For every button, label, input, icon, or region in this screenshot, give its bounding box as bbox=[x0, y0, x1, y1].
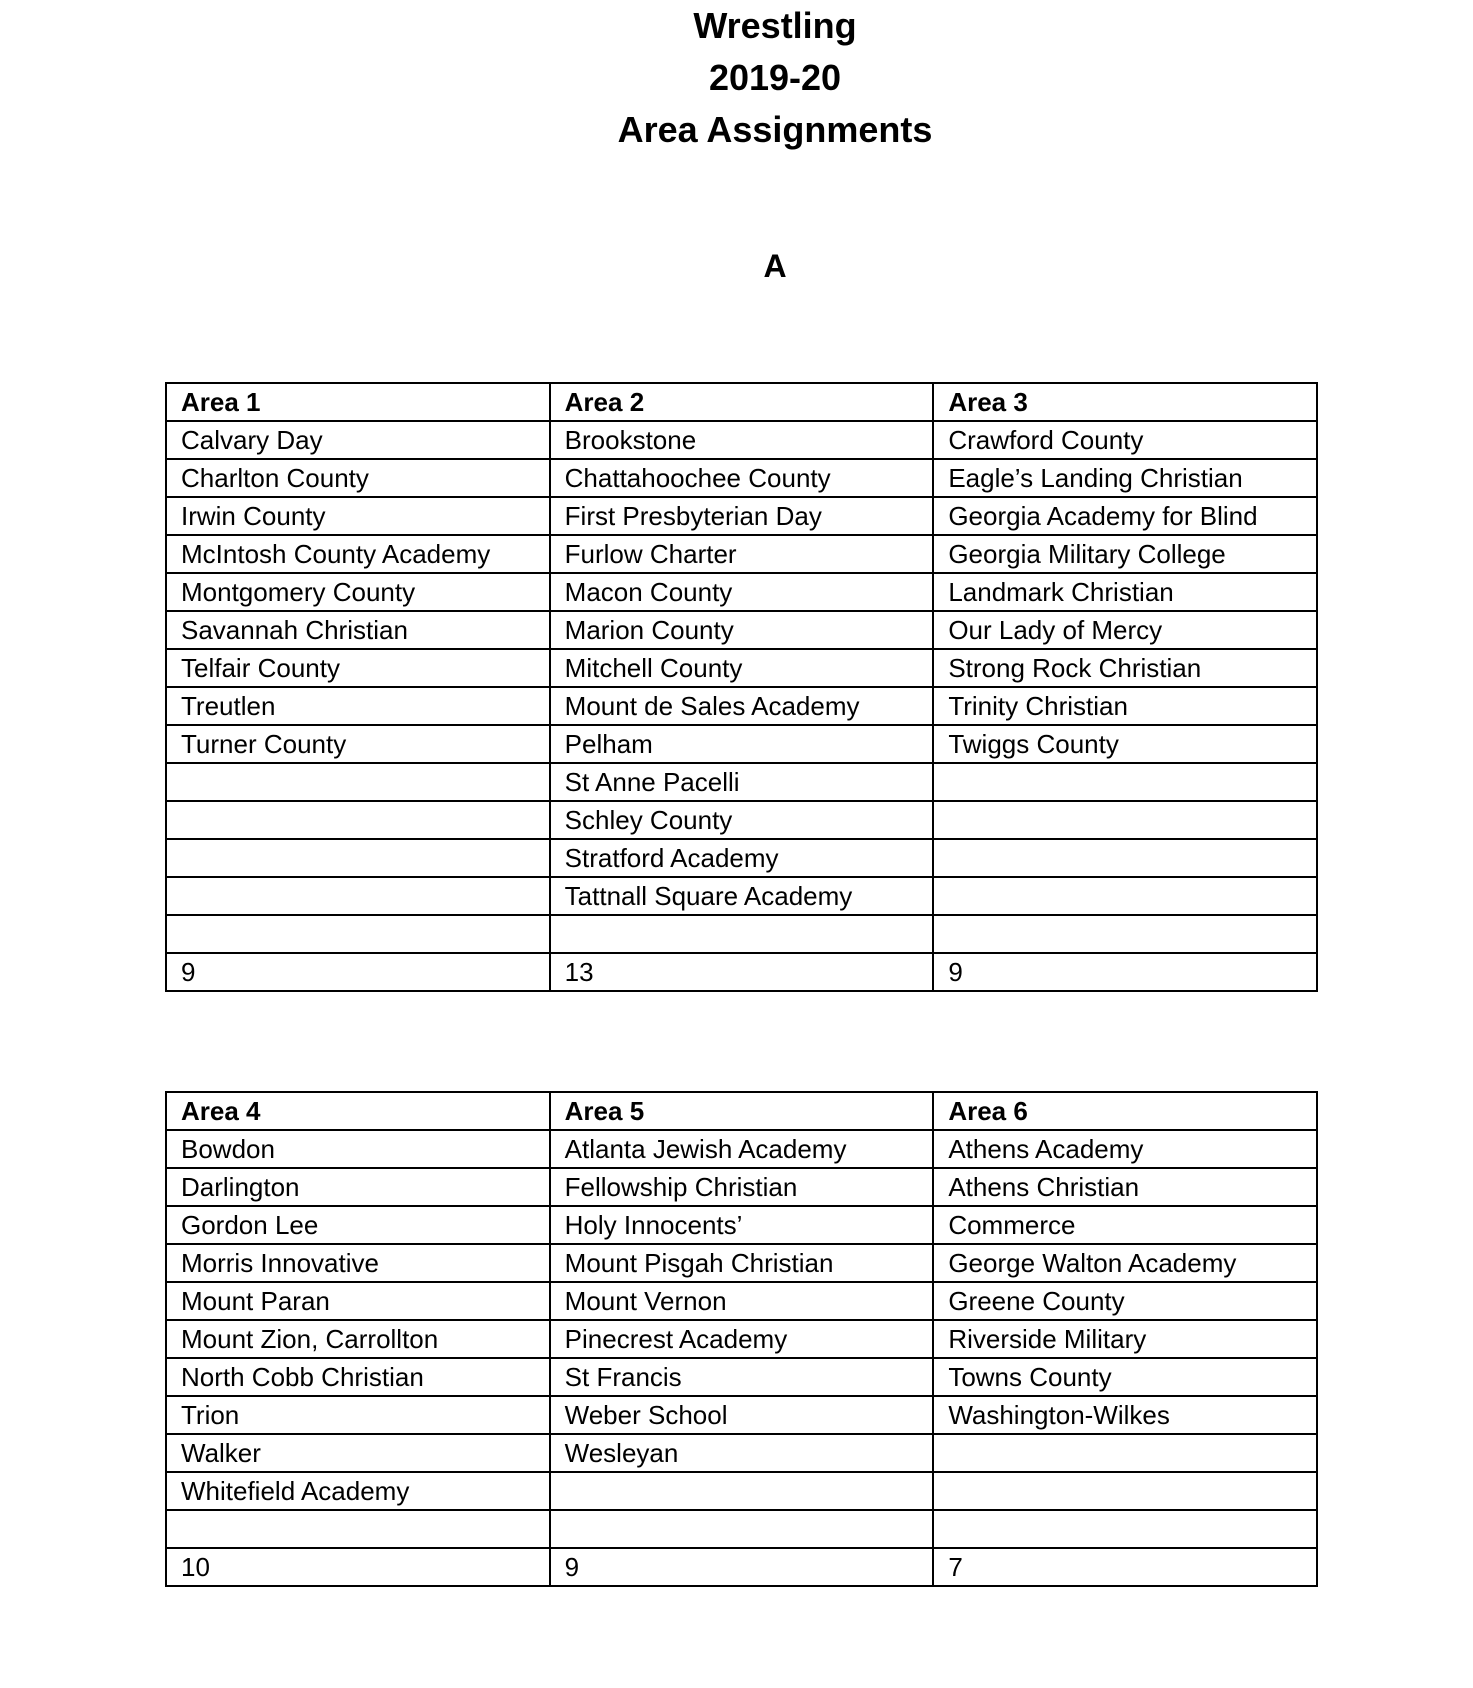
school-cell bbox=[933, 763, 1317, 801]
school-cell: Bowdon bbox=[166, 1130, 550, 1168]
table-row bbox=[166, 839, 1317, 877]
title-season: 2019-20 bbox=[708, 57, 842, 98]
table-row bbox=[166, 1168, 1317, 1206]
document-title bbox=[0, 0, 1473, 156]
school-cell: Mount Vernon bbox=[550, 1282, 934, 1320]
table-row bbox=[166, 1320, 1317, 1358]
school-cell bbox=[933, 839, 1317, 877]
school-cell bbox=[550, 1472, 934, 1510]
area-header: Area 4 bbox=[166, 1092, 550, 1130]
school-cell bbox=[933, 915, 1317, 953]
school-cell: Schley County bbox=[550, 801, 934, 839]
school-cell bbox=[933, 1510, 1317, 1548]
school-cell: Holy Innocents’ bbox=[550, 1206, 934, 1244]
table-row bbox=[166, 1358, 1317, 1396]
school-cell: Riverside Military bbox=[933, 1320, 1317, 1358]
totals-row bbox=[166, 1548, 1317, 1586]
school-cell: Eagle’s Landing Christian bbox=[933, 459, 1317, 497]
table-row bbox=[166, 725, 1317, 763]
area-header: Area 2 bbox=[550, 383, 934, 421]
table-row bbox=[166, 1510, 1317, 1548]
table-row bbox=[166, 497, 1317, 535]
table-row bbox=[166, 1396, 1317, 1434]
school-cell bbox=[166, 1510, 550, 1548]
school-cell: Montgomery County bbox=[166, 573, 550, 611]
classification-label: A bbox=[763, 248, 787, 284]
school-cell: Mount Paran bbox=[166, 1282, 550, 1320]
table-row bbox=[166, 877, 1317, 915]
school-cell: St Francis bbox=[550, 1358, 934, 1396]
school-cell: Fellowship Christian bbox=[550, 1168, 934, 1206]
school-cell: First Presbyterian Day bbox=[550, 497, 934, 535]
school-cell bbox=[933, 801, 1317, 839]
table-row bbox=[166, 1434, 1317, 1472]
school-count: 10 bbox=[166, 1548, 550, 1586]
school-cell: Calvary Day bbox=[166, 421, 550, 459]
school-cell: Whitefield Academy bbox=[166, 1472, 550, 1510]
school-cell: Stratford Academy bbox=[550, 839, 934, 877]
school-cell: Charlton County bbox=[166, 459, 550, 497]
school-cell bbox=[166, 801, 550, 839]
area-header: Area 3 bbox=[933, 383, 1317, 421]
area-header: Area 1 bbox=[166, 383, 550, 421]
school-cell bbox=[166, 763, 550, 801]
title-sport: Wrestling bbox=[693, 5, 857, 46]
school-cell: Towns County bbox=[933, 1358, 1317, 1396]
school-count: 13 bbox=[550, 953, 934, 991]
school-cell bbox=[933, 1472, 1317, 1510]
school-cell: Darlington bbox=[166, 1168, 550, 1206]
school-cell: Furlow Charter bbox=[550, 535, 934, 573]
school-cell: Chattahoochee County bbox=[550, 459, 934, 497]
table-header-row bbox=[166, 383, 1317, 421]
school-cell: Athens Academy bbox=[933, 1130, 1317, 1168]
table-header-row bbox=[166, 1092, 1317, 1130]
area-header: Area 5 bbox=[550, 1092, 934, 1130]
table-row bbox=[166, 763, 1317, 801]
school-cell: North Cobb Christian bbox=[166, 1358, 550, 1396]
school-cell: Crawford County bbox=[933, 421, 1317, 459]
title-heading: Area Assignments bbox=[617, 109, 933, 150]
school-cell bbox=[550, 1510, 934, 1548]
school-cell: St Anne Pacelli bbox=[550, 763, 934, 801]
school-cell: Tattnall Square Academy bbox=[550, 877, 934, 915]
school-cell: Mount Pisgah Christian bbox=[550, 1244, 934, 1282]
school-cell: Wesleyan bbox=[550, 1434, 934, 1472]
school-cell bbox=[550, 915, 934, 953]
school-cell: Savannah Christian bbox=[166, 611, 550, 649]
school-cell: Trinity Christian bbox=[933, 687, 1317, 725]
school-cell: Pelham bbox=[550, 725, 934, 763]
school-cell: Washington-Wilkes bbox=[933, 1396, 1317, 1434]
school-cell: Mount de Sales Academy bbox=[550, 687, 934, 725]
school-cell: Twiggs County bbox=[933, 725, 1317, 763]
school-cell: Commerce bbox=[933, 1206, 1317, 1244]
school-cell: Strong Rock Christian bbox=[933, 649, 1317, 687]
school-cell: Pinecrest Academy bbox=[550, 1320, 934, 1358]
totals-row bbox=[166, 953, 1317, 991]
table-row bbox=[166, 535, 1317, 573]
school-count: 9 bbox=[933, 953, 1317, 991]
school-cell: Atlanta Jewish Academy bbox=[550, 1130, 934, 1168]
school-cell: McIntosh County Academy bbox=[166, 535, 550, 573]
school-cell: Telfair County bbox=[166, 649, 550, 687]
school-cell: Weber School bbox=[550, 1396, 934, 1434]
school-cell: Greene County bbox=[933, 1282, 1317, 1320]
table-row bbox=[166, 1282, 1317, 1320]
school-cell bbox=[166, 839, 550, 877]
school-cell: Landmark Christian bbox=[933, 573, 1317, 611]
table-row bbox=[166, 801, 1317, 839]
area-table-4-6 bbox=[165, 1091, 1318, 1587]
school-cell: Turner County bbox=[166, 725, 550, 763]
table-row bbox=[166, 1244, 1317, 1282]
school-cell: Our Lady of Mercy bbox=[933, 611, 1317, 649]
table-row bbox=[166, 1130, 1317, 1168]
school-cell: Treutlen bbox=[166, 687, 550, 725]
school-cell bbox=[166, 915, 550, 953]
school-cell: Gordon Lee bbox=[166, 1206, 550, 1244]
school-cell: Mitchell County bbox=[550, 649, 934, 687]
school-cell: Mount Zion, Carrollton bbox=[166, 1320, 550, 1358]
school-cell: Georgia Military College bbox=[933, 535, 1317, 573]
area-table-1-3 bbox=[165, 382, 1318, 992]
table-row bbox=[166, 421, 1317, 459]
school-count: 7 bbox=[933, 1548, 1317, 1586]
table-row bbox=[166, 611, 1317, 649]
school-cell: Walker bbox=[166, 1434, 550, 1472]
school-cell: George Walton Academy bbox=[933, 1244, 1317, 1282]
school-cell bbox=[933, 877, 1317, 915]
school-cell: Brookstone bbox=[550, 421, 934, 459]
table-row bbox=[166, 1206, 1317, 1244]
table-row bbox=[166, 649, 1317, 687]
school-cell: Trion bbox=[166, 1396, 550, 1434]
school-cell bbox=[933, 1434, 1317, 1472]
school-cell bbox=[166, 877, 550, 915]
table-row bbox=[166, 573, 1317, 611]
table-row bbox=[166, 687, 1317, 725]
school-count: 9 bbox=[166, 953, 550, 991]
school-cell: Irwin County bbox=[166, 497, 550, 535]
table-row bbox=[166, 915, 1317, 953]
school-cell: Macon County bbox=[550, 573, 934, 611]
school-count: 9 bbox=[550, 1548, 934, 1586]
school-cell: Georgia Academy for Blind bbox=[933, 497, 1317, 535]
table-row bbox=[166, 459, 1317, 497]
school-cell: Athens Christian bbox=[933, 1168, 1317, 1206]
school-cell: Marion County bbox=[550, 611, 934, 649]
table-row bbox=[166, 1472, 1317, 1510]
area-header: Area 6 bbox=[933, 1092, 1317, 1130]
school-cell: Morris Innovative bbox=[166, 1244, 550, 1282]
